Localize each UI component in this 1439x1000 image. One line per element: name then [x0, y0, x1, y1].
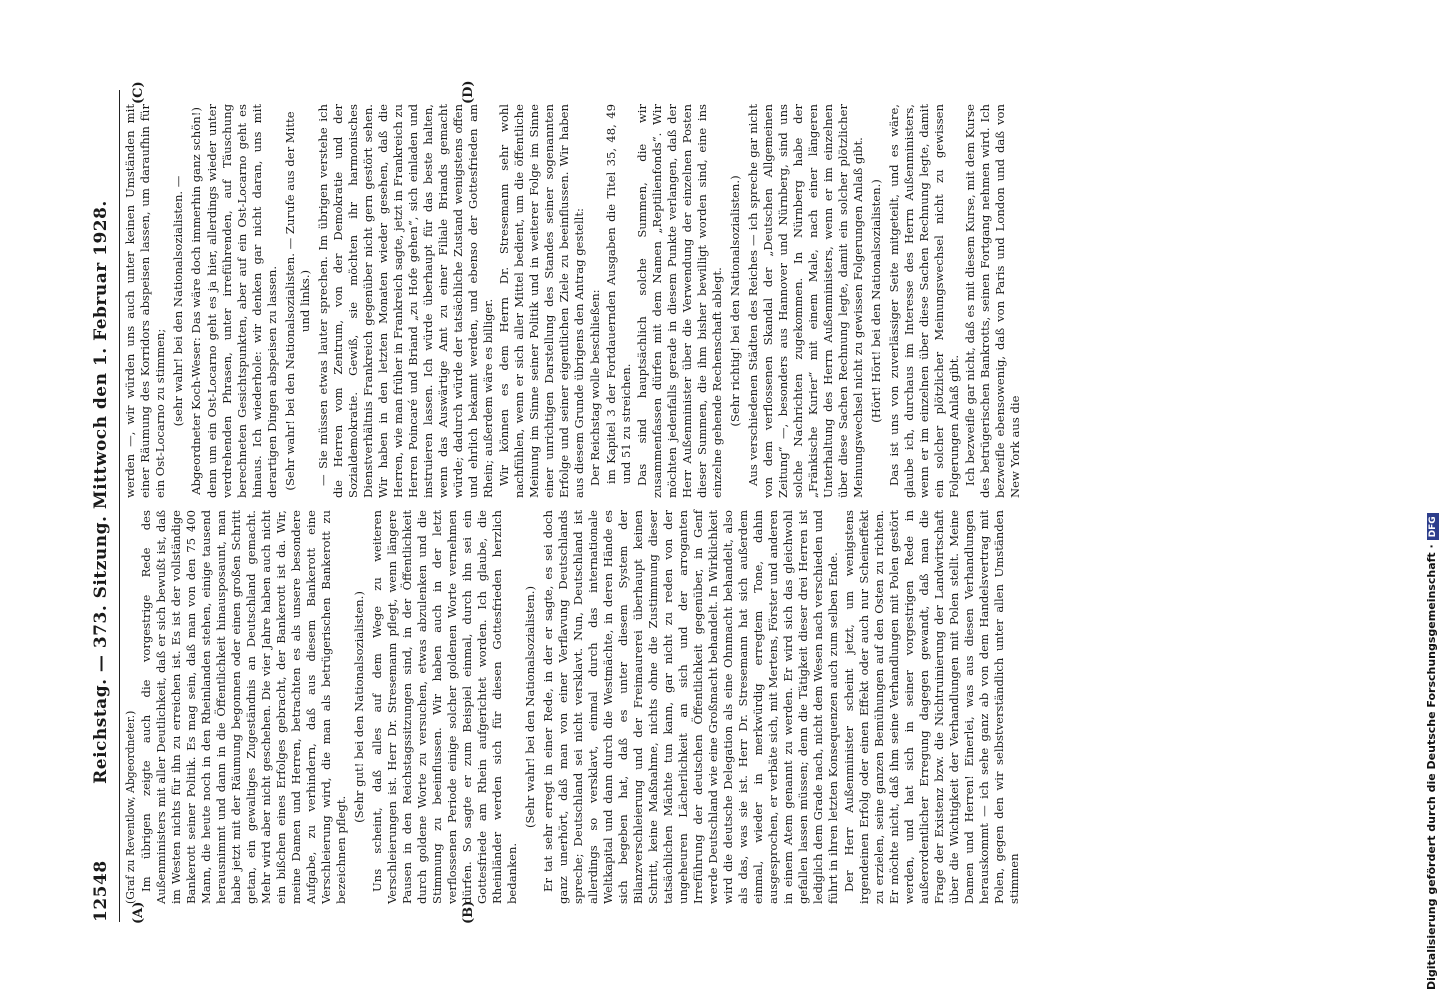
audience-reaction: (Sehr gut! bei den Nationalsozialisten.) [352, 591, 366, 823]
motion-text: im Kapitel 3 der Fortdauernden Ausgaben die Titel 35, 48, 49 und 51 zu streichen. [604, 104, 633, 484]
paragraph: Der Herr Außenminister scheint jetzt, um wenigstens irgendeinen Erfolg oder einen Effekt oder auch nur Scheineffekt zu erzielen, seine ganzen Bemühungen auf den Osten zu richten. Er möchte nicht, daß ihm seine Verhandlungen mit Polen gestört werden, und hat sich in seiner vorgestrigen Rede in außerordentlicher Erregung dagegen gewandt, daß man die Frage der Existenz bzw. die Nichtruinierung der Landwirtschaft über die Wichtigkeit der Verhandlungen mit Polen stellt. Meine Damen und Herren! Einerlei, was aus diesen Verhandlungen herauskommt — ich sehe ganz ab von dem Handelsvertrag mit Polen, gegen den wir selbstverständlich unter allen Umständen stimmen [842, 510, 1021, 904]
paragraph: Ich bezweifle gar nicht, daß es mit diesem Kurse, mit dem Kurse des betrügerischen Bankrotts, seinen Fortgang nehmen wird. Ich bezweifle ebensowenig, daß von Paris und London und daß von New York aus die [963, 104, 1022, 498]
paragraph: Aus verschiedenen Städten des Reiches — ich spreche gar nicht von dem verflossenen Skandal der „Deutschen Allgemeinen Zeitung“ —, besonders aus Hannover und Nürnberg, sind uns solche Nachrichten zugekommen. In Nürnberg habe der „Fränkische Kurier“ mit einem Male, nach einer längeren Unterhaltung des Herrn Außenministers, wenn er im einzelnen über diese Sachen Rechnung legte, damit ein solcher plötzlicher Meinungswechsel nicht zu gewissen Folgerungen Anlaß gibt. [746, 104, 865, 498]
paragraph: Uns scheint, daß alles auf dem Wege zu weiteren Verschleierungen ist. Herr Dr. Stresemann pflegt, wenn längere Pausen in den Reichstagssitzungen sind, in der Öffentlichkeit durch goldene Worte zu versuchen, etwas abzulenken und die Stimmung zu beeinflussen. Wir haben auch in der letzt verflossenen Periode einige solcher goldenen Worte vernehmen dürfen. So sagte er zum Beispiel einmal, durch ihn sei ein Gottesfriede am Rhein aufgerichtet worden. Ich glaube, die Rheinländer werden sich für diesen Gottesfrieden herzlich bedanken. [370, 510, 519, 904]
paragraph: denn um ein Ost-Locarno geht es ja hier, allerdings wieder unter verdrehenden Phrasen, unter irreführenden, auf Täuschung berechneten Gesichtspunkten, aber auf ein Ost-Locarno geht es hinaus. Ich wiederhole: wir denken gar nicht daran, uns mit derartigen Dingen abspeisen zu lassen. [205, 104, 279, 498]
audience-reaction: (Sehr wahr! bei den Nationalsozialisten.) [523, 585, 537, 829]
paragraph: Im übrigen zeigte auch die vorgestrige Rede des Außenministers mit aller Deutlichkeit, daß er sich bewußt ist, daß im Westen nichts für ihn zu erreichen ist. Es ist der vollständige Bankerott seiner Politik. Es mag sein, daß man von den 75 400 Mann, die heute noch in den Rheinlanden stehen, einige tausend herausnimmt und dann in die Öffentlichkeit hinausposaunt, man habe jetzt mit der Räumung begonnen oder einen großen Schritt getan, ein gewaltiges Zugeständnis an Deutschland gemacht. Mehr wird aber nicht geschehen. Die vier Jahre haben auch nicht ein bißchen eines Erfolges gebracht, der Bankerott ist da. Wir, meine Damen und Herren, betrachten es als unsere besondere Aufgabe, zu verhindern, daß aus diesem Bankerott eine Verschleierung wird, die man als betrügerischen Bankerott zu bezeichnen pflegt. [139, 510, 348, 904]
margin-letter-b: (B) [461, 900, 476, 924]
speaker-label: (Graf zu Reventlow, Abgeordneter.) [124, 710, 137, 904]
margin-letter-c: (C) [131, 81, 146, 104]
page-header [85, 90, 125, 922]
page-header-title: Reichstag. — 373. Sitzung. Mittwoch den 1. Februar 1928. [91, 200, 111, 784]
dfg-logo: DFG [1427, 513, 1439, 540]
rotated-page [85, 80, 1022, 924]
margin-letter-a: (A) [131, 901, 146, 924]
paragraph: — Sie müssen etwas lauter sprechen. Im übrigen verstehe ich die Herren vom Zentrum, von der Demokratie und der Sozialdemokratie. Gewiß, sie möchten ihr harmonisches Dienstverhältnis Frankreich gegenüber nicht gern gestört sehen. Wir haben in den letzten Monaten wieder gesehen, daß die Herren, wie man früher in Frankreich sagte, jetzt in Frankreich zu Herren Poincaré und Briand „zu Hofe gehen“, sich einladen und instruieren lassen. Ich würde überhaupt für das beste halten, wenn das Auswärtige Amt zu einer Filiale Briands gemacht würde; dadurch würde der tatsächliche Zustand wenigstens offen und ehrlich bekannt werden, und ebenso der Gottesfrieden am Rhein; außerdem wäre es billiger. [316, 104, 495, 498]
paragraph: Das sind hauptsächlich solche Summen, die wir zusammenfassen dürfen mit dem Namen „Reptilienfonds“. Wir möchten jedenfalls gerade in diesem Punkte verlangen, daß der Herr Außenminister über die Verwendung der einzelnen Posten dieser Summen, die ihm bisher bewilligt worden sind, eine ins einzelne gehende Rechenschaft ablegt. [635, 104, 724, 498]
paragraph: Wir können es dem Herrn Dr. Stresemann sehr wohl nachfühlen, wenn er sich aller Mittel bedient, um die öffentliche Meinung im Sinne seiner Politik und in weiterer Folge im Sinne einer unrichtigen Darstellung des Standes seiner sogenannten Erfolge und seiner eigentlichen Ziele zu beeinflussen. Wir haben aus diesem Grunde übrigens den Antrag gestellt: [497, 104, 586, 498]
audience-reaction: (Sehr richtig! bei den Nationalsozialisten.) [728, 175, 742, 427]
header-rule [119, 90, 120, 922]
credit-text: Digitalisierung gefördert durch die Deutsche Forschungsgemeinschaft · [1425, 544, 1438, 990]
digitization-credit [1425, 10, 1439, 990]
motion-intro: Der Reichstag wolle beschließen: [588, 289, 602, 486]
right-column [123, 104, 1022, 498]
margin-letter-d: (D) [461, 80, 476, 104]
audience-reaction: (Hört! Hört! bei den Nationalsozialisten.) [869, 179, 883, 423]
audience-reaction: (sehr wahr! bei den Nationalsozialisten. — [171, 175, 185, 427]
left-column [123, 510, 1021, 904]
interjection: Abgeordneter Koch-Weser: Das wäre doch immerhin ganz schön!) [189, 107, 203, 495]
page-number: 12548 [91, 860, 111, 922]
paragraph: Das ist uns von zuverlässiger Seite mitgeteilt, und es wäre, glaube ich, durchaus im Interesse des Herrn Außenministers, wenn er im einzelnen über diese Sachen Rechnung legte, damit ein solcher plötzlicher Meinungswechsel nicht zu gewissen Folgerungen Anlaß gibt. [887, 104, 961, 498]
paragraph: Er tat sehr erregt in einer Rede, in der er sagte, es sei doch ganz unerhört, daß man von einer Verflavung Deutschlands spreche; Deutschland sei nicht versklavt. Nun, Deutschland ist allerdings so versklavt, einmal durch das internationale Weltkapital und dann durch die Westmächte, in deren Hände es sich begeben hat, daß es unter diesem System der Bilanzverschleierung und der Freimaurerei überhaupt keinen Schritt, keine Maßnahme, nichts ohne die Zustimmung dieser tatsächlichen Mächte tun kann, gar nicht zu reden von der ungeheuren Lächerlichkeit an sich und der arroganten Irreführung der deutschen Öffentlichkeit gegenüber, in Genf werde Deutschland wie eine Großmacht behandelt. In Wirklichkeit wird die deutsche Delegation als eine Ohnmacht behandelt, also als das, was sie ist. Herr Dr. Stresemann hat sich außerdem einmal, wieder in merkwürdig erregtem Tone, dahin ausgesprochen, er verbäte sich, mit Mertens, Förster und anderen in einem Atem genannt zu werden. Er wird sich das gleichwohl gefallen lassen müssen; denn die Tätigkeit dieser drei Herren ist lediglich dem Grade nach, nicht dem Wesen nach verschieden und führt in ihren letzten Konsequenzen auch zum selben Ende. [541, 510, 840, 904]
audience-reaction: (Sehr wahr! bei den Nationalsozialisten. — Zurufe aus der Mitte und links.) [283, 111, 312, 491]
paragraph: werden —, wir würden uns auch unter keinen Umständen mit einer Räumung des Korridors abspeisen lassen, um daraufhin für ein Ost-Locarno zu stimmen; [123, 104, 167, 498]
